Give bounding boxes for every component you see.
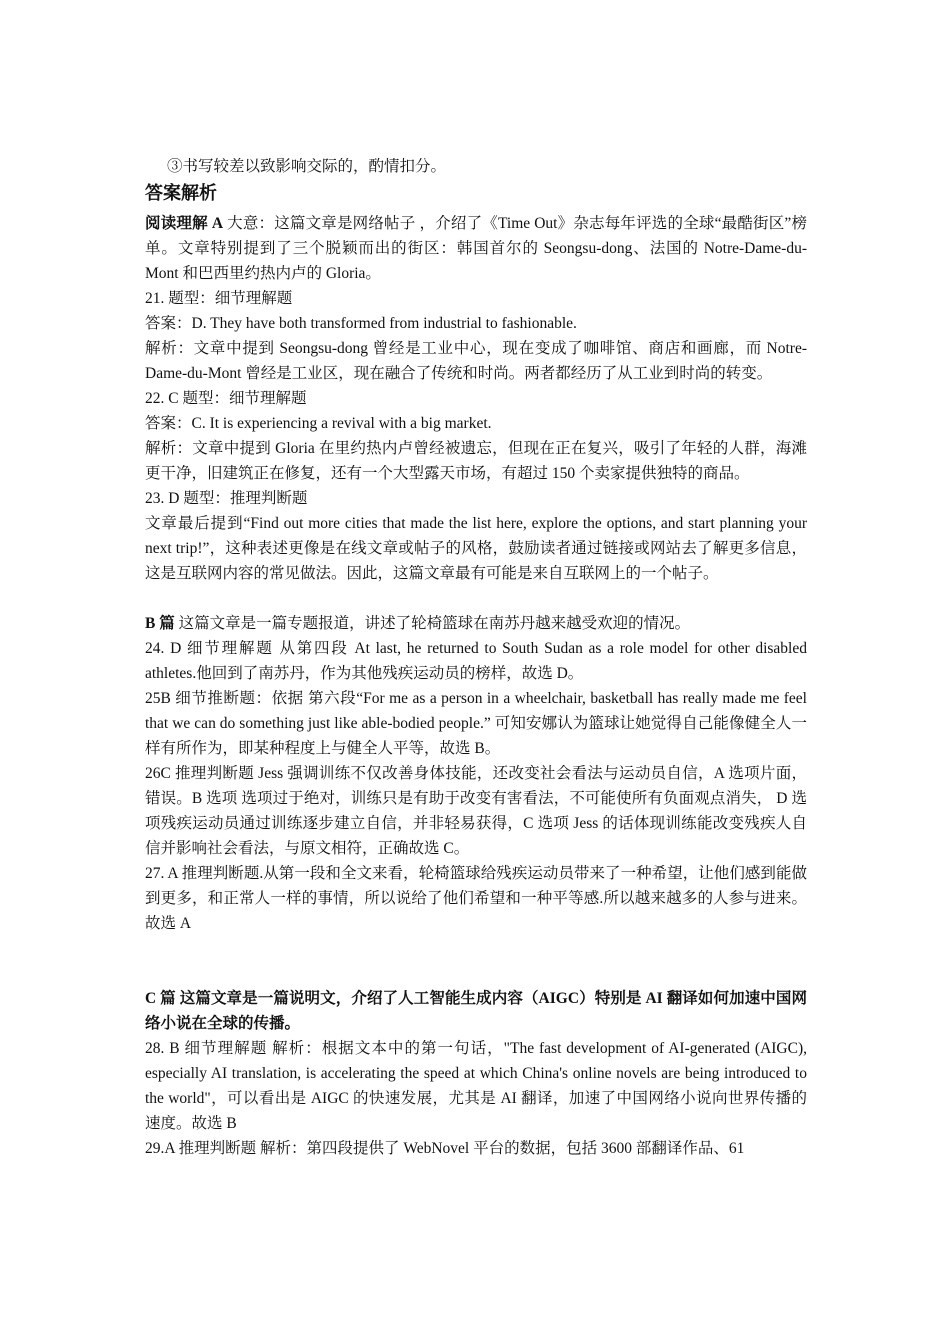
section-c-intro: C 篇 这篇文章是一篇说明文，介绍了人工智能生成内容（AIGC）特别是 AI 翻译如何加速中国网络小说在全球的传播。 (145, 990, 807, 1032)
spacer (145, 586, 807, 611)
q22-analysis: 解析：文章中提到 Gloria 在里约热内卢曾经被遗忘，但现在正在复兴，吸引了年轻的人群，海滩更干净，旧建筑正在修复，还有一个大型露天市场，有超过 150 个卖家提供独特的商品。 (145, 440, 807, 482)
q21-analysis: 解析：文章中提到 Seongsu-dong 曾经是工业中心，现在变成了咖啡馆、商店和画廊，而 Notre-Dame-du-Mont 曾经是工业区，现在融合了传统和时尚。两者都经历了从工业到时尚的转变。 (145, 340, 807, 382)
q23-type: 23. D 题型：推理判断题 (145, 490, 308, 507)
section-b-intro (145, 611, 807, 636)
document-page (145, 154, 807, 1161)
q21-type: 21. 题型：细节理解题 (145, 290, 293, 307)
section-b-label: B 篇 (145, 615, 175, 632)
q25-analysis: 25B 细节推断题：依据 第六段“For me as a person in a wheelchair, basketball has really made me feel that we can do something just like able-bodied people.” 可知安娜认为篮球让她觉得自己能像健全人一样有所作为，即某种程度上与健全人平等，故选 B。 (145, 690, 807, 757)
q22-type: 22. C 题型：细节理解题 (145, 390, 307, 407)
q21-answer: 答案：D. They have both transformed from industrial to fashionable. (145, 315, 577, 332)
answer-analysis-heading: 答案解析 (145, 183, 217, 203)
q28-analysis: 28. B 细节理解题 解析：根据文本中的第一句话，"The fast development of AI-generated (AIGC), especially AI translation, is accelerating the speed at which China's online novels are being introduced to the world"，可以看出是 AIGC 的快速发展，尤其是 AI 翻译，加速了中国网络小说向世界传播的速度。故选 B (145, 1040, 807, 1132)
spacer (145, 936, 807, 986)
grading-note: ③书写较差以致影响交际的，酌情扣分。 (167, 158, 447, 175)
section-a-intro (145, 211, 807, 286)
section-a-label: 阅读理解 A (145, 215, 224, 232)
q29-analysis: 29.A 推理判断题 解析：第四段提供了 WebNovel 平台的数据，包括 3600 部翻译作品、61 (145, 1140, 745, 1157)
q27-analysis: 27. A 推理判断题.从第一段和全文来看，轮椅篮球给残疾运动员带来了一种希望，让他们感到能做到更多，和正常人一样的事情，所以说给了他们希望和一种平等感.所以越来越多的人参与进来。故选 A (145, 865, 807, 932)
q22-answer: 答案：C. It is experiencing a revival with a big market. (145, 415, 492, 432)
q26-analysis: 26C 推理判断题 Jess 强调训练不仅改善身体技能，还改变社会看法与运动员自信，A 选项片面，错误。B 选项 选项过于绝对，训练只是有助于改变有害看法，不可能使所有负面观点消失， D 选项残疾运动员通过训练逐步建立自信，并非轻易获得，C 选项 Jess 的话体现训练能改变残疾人自信并影响社会看法，与原文相符，正确故选 C。 (145, 765, 807, 857)
q24-analysis: 24. D 细节理解题 从第四段 At last, he returned to South Sudan as a role model for other disabled athletes.他回到了南苏丹，作为其他残疾运动员的榜样，故选 D。 (145, 640, 807, 682)
section-b-summary: 这篇文章是一篇专题报道，讲述了轮椅篮球在南苏丹越来越受欢迎的情况。 (174, 615, 691, 632)
q23-analysis: 文章最后提到“Find out more cities that made the list here, explore the options, and start planning your next trip!”，这种表述更像是在线文章或帖子的风格，鼓励读者通过链接或网站去了解更多信息，这是互联网内容的常见做法。因此，这篇文章最有可能是来自互联网上的一个帖子。 (145, 515, 807, 582)
section-a-summary: 大意：这篇文章是网络帖子 ，介绍了《Time Out》杂志每年评选的全球“最酷街区”榜单。文章特别提到了三个脱颖而出的街区：韩国首尔的 Seongsu-dong、法国的 Notre-Dame-du-Mont 和巴西里约热内卢的 Gloria。 (145, 215, 808, 282)
